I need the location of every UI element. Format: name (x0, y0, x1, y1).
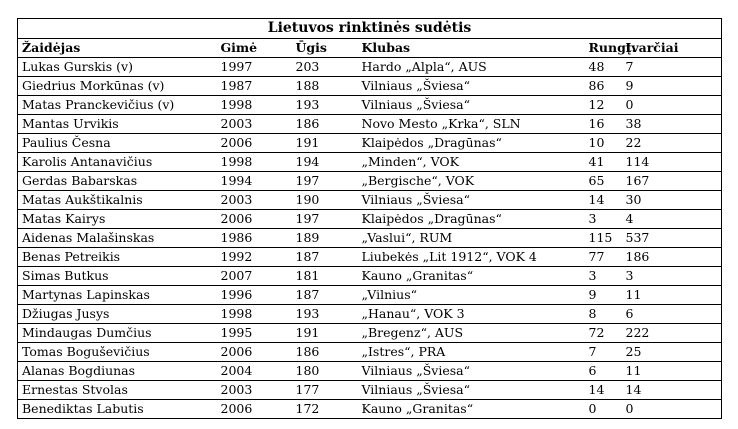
cell-games: 16 (587, 115, 622, 134)
cell-club: „Bregenz“, AUS (358, 324, 587, 343)
header-games: Rungt. (587, 39, 622, 58)
cell-born: 1996 (217, 286, 292, 305)
cell-games: 41 (587, 153, 622, 172)
cell-height: 180 (292, 362, 358, 381)
cell-games: 8 (587, 305, 622, 324)
table-row (18, 400, 722, 419)
cell-club: „Vaslui“, RUM (358, 229, 587, 248)
table-row (18, 305, 722, 324)
cell-born: 2003 (217, 191, 292, 210)
cell-games: 14 (587, 191, 622, 210)
cell-club: „Vilnius“ (358, 286, 587, 305)
roster-table (17, 18, 722, 419)
table-row (18, 362, 722, 381)
cell-club: Kauno „Granitas“ (358, 400, 587, 419)
table-row (18, 210, 722, 229)
cell-goals: 537 (622, 229, 722, 248)
cell-height: 191 (292, 324, 358, 343)
cell-games: 10 (587, 134, 622, 153)
cell-goals: 114 (622, 153, 722, 172)
cell-born: 1986 (217, 229, 292, 248)
cell-player: Martynas Lapinskas (18, 286, 217, 305)
cell-games: 7 (587, 343, 622, 362)
cell-player: Benas Petreikis (18, 248, 217, 267)
header-goals: Įvarčiai (622, 39, 722, 58)
cell-club: „Minden“, VOK (358, 153, 587, 172)
cell-goals: 4 (622, 210, 722, 229)
cell-goals: 0 (622, 96, 722, 115)
cell-goals: 22 (622, 134, 722, 153)
cell-club: Vilniaus „Šviesa“ (358, 77, 587, 96)
cell-player: Tomas Boguševičius (18, 343, 217, 362)
table-row (18, 115, 722, 134)
cell-player: Simas Butkus (18, 267, 217, 286)
cell-player: Benediktas Labutis (18, 400, 217, 419)
cell-games: 65 (587, 172, 622, 191)
cell-player: Karolis Antanavičius (18, 153, 217, 172)
cell-club: Novo Mesto „Krka“, SLN (358, 115, 587, 134)
cell-height: 197 (292, 172, 358, 191)
cell-height: 193 (292, 305, 358, 324)
cell-player: Matas Aukštikalnis (18, 191, 217, 210)
cell-games: 72 (587, 324, 622, 343)
table-row (18, 324, 722, 343)
table-title-row (18, 19, 722, 39)
cell-goals: 3 (622, 267, 722, 286)
cell-goals: 167 (622, 172, 722, 191)
header-born: Gimė (217, 39, 292, 58)
cell-games: 0 (587, 400, 622, 419)
cell-height: 177 (292, 381, 358, 400)
cell-height: 186 (292, 343, 358, 362)
cell-height: 191 (292, 134, 358, 153)
cell-player: Džiugas Jusys (18, 305, 217, 324)
cell-born: 2006 (217, 400, 292, 419)
cell-height: 197 (292, 210, 358, 229)
cell-born: 2004 (217, 362, 292, 381)
cell-club: Vilniaus „Šviesa“ (358, 191, 587, 210)
table-header-row (18, 39, 722, 58)
cell-born: 1998 (217, 153, 292, 172)
cell-player: Giedrius Morkūnas (v) (18, 77, 217, 96)
cell-born: 2006 (217, 134, 292, 153)
cell-games: 6 (587, 362, 622, 381)
table-title: Lietuvos rinktinės sudėtis (18, 19, 722, 39)
cell-club: Vilniaus „Šviesa“ (358, 96, 587, 115)
cell-born: 1994 (217, 172, 292, 191)
cell-goals: 14 (622, 381, 722, 400)
cell-goals: 30 (622, 191, 722, 210)
cell-goals: 7 (622, 58, 722, 77)
cell-height: 187 (292, 248, 358, 267)
cell-games: 77 (587, 248, 622, 267)
cell-club: Kauno „Granitas“ (358, 267, 587, 286)
cell-born: 1987 (217, 77, 292, 96)
cell-games: 9 (587, 286, 622, 305)
header-player: Žaidėjas (18, 39, 217, 58)
cell-player: Lukas Gurskis (v) (18, 58, 217, 77)
cell-player: Mindaugas Dumčius (18, 324, 217, 343)
cell-player: Matas Kairys (18, 210, 217, 229)
cell-club: Klaipėdos „Dragūnas“ (358, 210, 587, 229)
roster-body (18, 58, 722, 419)
cell-height: 186 (292, 115, 358, 134)
cell-goals: 6 (622, 305, 722, 324)
cell-games: 12 (587, 96, 622, 115)
cell-goals: 11 (622, 286, 722, 305)
table-row (18, 286, 722, 305)
cell-club: Vilniaus „Šviesa“ (358, 362, 587, 381)
cell-player: Matas Pranckevičius (v) (18, 96, 217, 115)
cell-club: Vilniaus „Šviesa“ (358, 381, 587, 400)
cell-born: 2003 (217, 381, 292, 400)
cell-born: 2003 (217, 115, 292, 134)
cell-goals: 0 (622, 400, 722, 419)
cell-club: „Istres“, PRA (358, 343, 587, 362)
cell-games: 86 (587, 77, 622, 96)
cell-goals: 38 (622, 115, 722, 134)
cell-goals: 25 (622, 343, 722, 362)
cell-height: 190 (292, 191, 358, 210)
table-row (18, 381, 722, 400)
cell-height: 203 (292, 58, 358, 77)
cell-born: 1992 (217, 248, 292, 267)
table-row (18, 58, 722, 77)
cell-height: 172 (292, 400, 358, 419)
cell-club: Hardo „Alpla“, AUS (358, 58, 587, 77)
cell-player: Alanas Bogdiunas (18, 362, 217, 381)
table-row (18, 191, 722, 210)
cell-games: 115 (587, 229, 622, 248)
table-row (18, 77, 722, 96)
cell-player: Gerdas Babarskas (18, 172, 217, 191)
cell-player: Paulius Česna (18, 134, 217, 153)
cell-born: 2006 (217, 343, 292, 362)
cell-club: Klaipėdos „Dragūnas“ (358, 134, 587, 153)
cell-height: 181 (292, 267, 358, 286)
table-row (18, 172, 722, 191)
cell-born: 1997 (217, 58, 292, 77)
table-row (18, 96, 722, 115)
cell-goals: 11 (622, 362, 722, 381)
header-club: Klubas (358, 39, 587, 58)
cell-club: Liubekės „Lit 1912“, VOK 4 (358, 248, 587, 267)
table-row (18, 267, 722, 286)
cell-height: 188 (292, 77, 358, 96)
cell-games: 3 (587, 267, 622, 286)
table-row (18, 343, 722, 362)
table-row (18, 153, 722, 172)
cell-club: „Hanau“, VOK 3 (358, 305, 587, 324)
cell-games: 48 (587, 58, 622, 77)
cell-goals: 9 (622, 77, 722, 96)
cell-club: „Bergische“, VOK (358, 172, 587, 191)
cell-player: Aidenas Malašinskas (18, 229, 217, 248)
header-height: Ūgis (292, 39, 358, 58)
cell-born: 1995 (217, 324, 292, 343)
cell-player: Mantas Urvikis (18, 115, 217, 134)
cell-born: 1998 (217, 305, 292, 324)
table-row (18, 229, 722, 248)
cell-games: 3 (587, 210, 622, 229)
cell-player: Ernestas Stvolas (18, 381, 217, 400)
table-row (18, 134, 722, 153)
cell-born: 2007 (217, 267, 292, 286)
cell-born: 2006 (217, 210, 292, 229)
cell-games: 14 (587, 381, 622, 400)
table-row (18, 248, 722, 267)
cell-height: 189 (292, 229, 358, 248)
cell-height: 193 (292, 96, 358, 115)
cell-height: 187 (292, 286, 358, 305)
cell-height: 194 (292, 153, 358, 172)
cell-goals: 186 (622, 248, 722, 267)
cell-goals: 222 (622, 324, 722, 343)
cell-born: 1998 (217, 96, 292, 115)
